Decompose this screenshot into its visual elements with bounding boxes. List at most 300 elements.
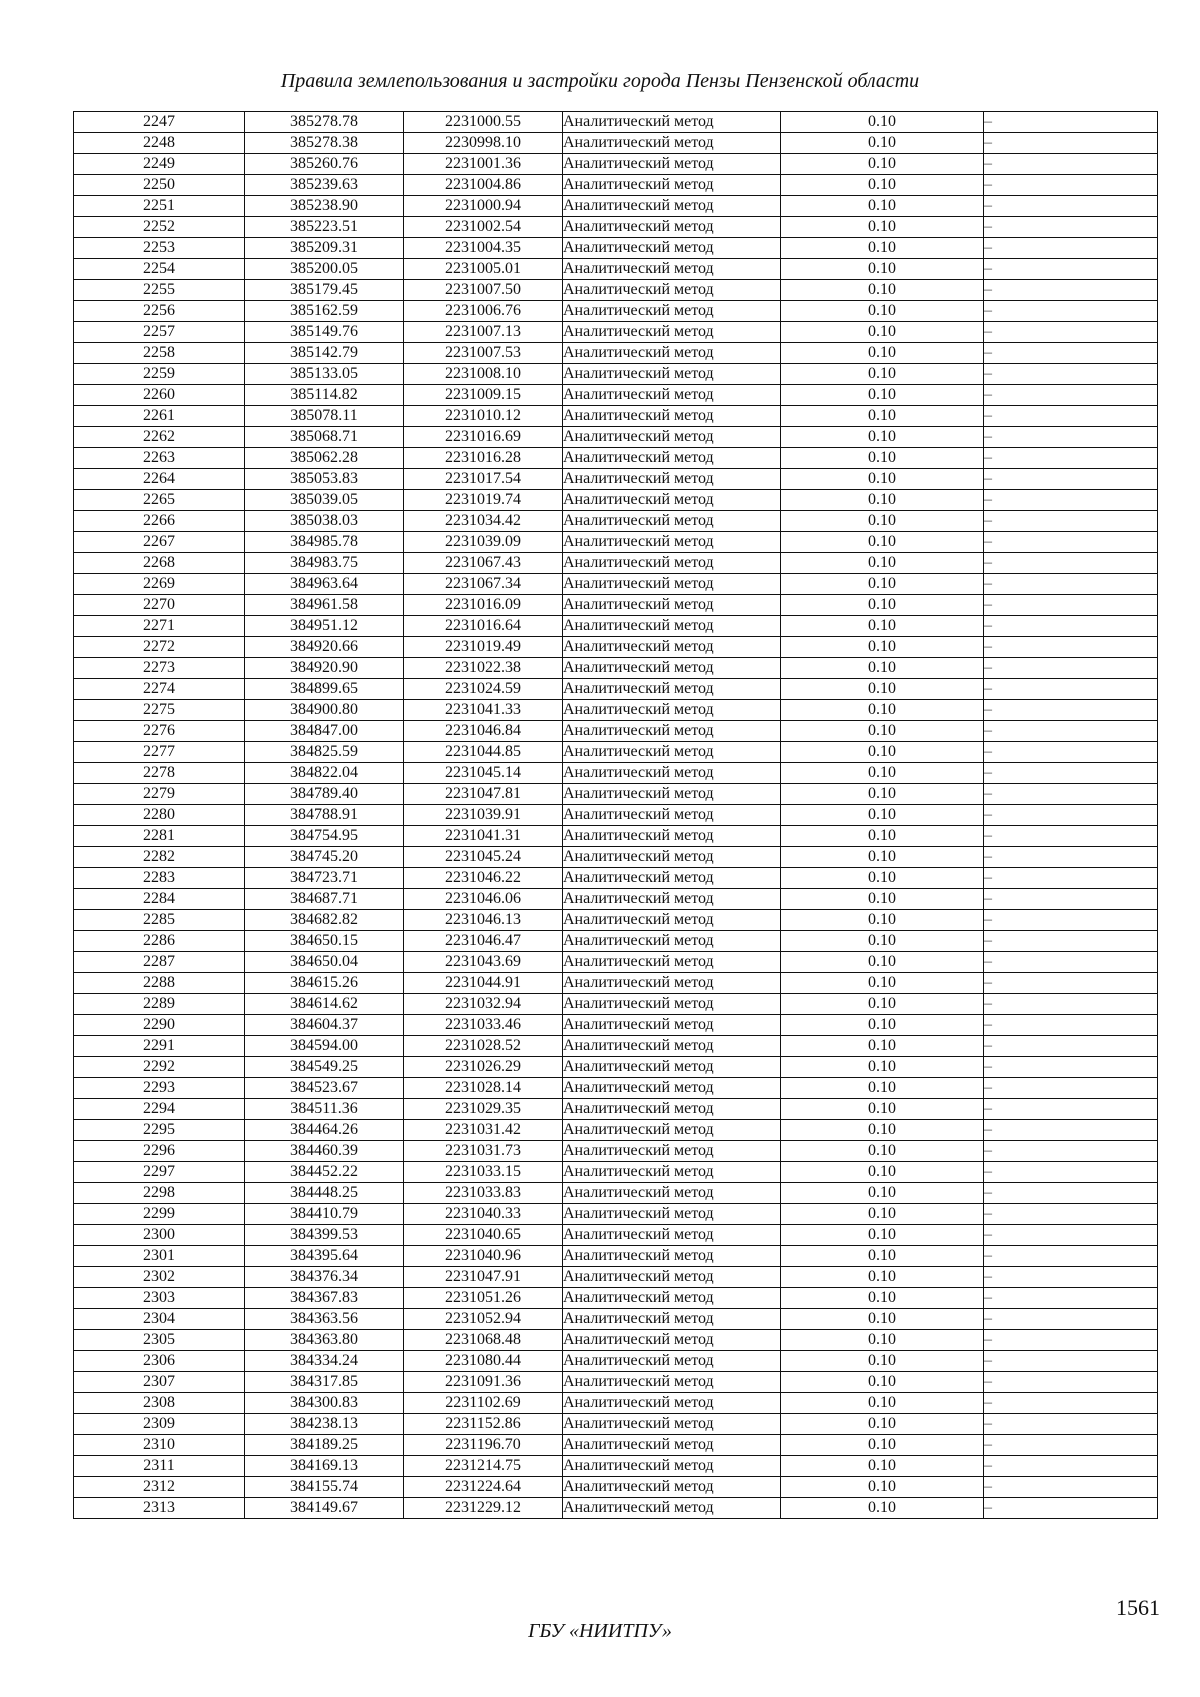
x-coordinate-cell: 385039.05: [245, 490, 404, 511]
accuracy-cell: 0.10: [781, 1288, 984, 1309]
table-row: [74, 931, 1158, 952]
description-cell: –: [984, 763, 1158, 784]
y-coordinate-cell: 2231016.09: [404, 595, 563, 616]
y-coordinate-cell: 2231041.31: [404, 826, 563, 847]
point-number-cell: 2292: [74, 1057, 245, 1078]
x-coordinate-cell: 384687.71: [245, 889, 404, 910]
description-cell: –: [984, 553, 1158, 574]
description-cell: –: [984, 427, 1158, 448]
y-coordinate-cell: 2231046.22: [404, 868, 563, 889]
x-coordinate-cell: 384464.26: [245, 1120, 404, 1141]
x-coordinate-cell: 384985.78: [245, 532, 404, 553]
method-cell: Аналитический метод: [563, 406, 781, 427]
method-cell: Аналитический метод: [563, 595, 781, 616]
method-cell: Аналитический метод: [563, 1162, 781, 1183]
y-coordinate-cell: 2231031.42: [404, 1120, 563, 1141]
method-cell: Аналитический метод: [563, 952, 781, 973]
description-cell: –: [984, 511, 1158, 532]
y-coordinate-cell: 2231052.94: [404, 1309, 563, 1330]
y-coordinate-cell: 2231000.94: [404, 196, 563, 217]
x-coordinate-cell: 384847.00: [245, 721, 404, 742]
x-coordinate-cell: 385200.05: [245, 259, 404, 280]
y-coordinate-cell: 2231040.33: [404, 1204, 563, 1225]
description-cell: –: [984, 217, 1158, 238]
accuracy-cell: 0.10: [781, 301, 984, 322]
x-coordinate-cell: 385038.03: [245, 511, 404, 532]
description-cell: –: [984, 259, 1158, 280]
y-coordinate-cell: 2231044.91: [404, 973, 563, 994]
description-cell: –: [984, 112, 1158, 133]
method-cell: Аналитический метод: [563, 1246, 781, 1267]
method-cell: Аналитический метод: [563, 154, 781, 175]
y-coordinate-cell: 2231019.74: [404, 490, 563, 511]
method-cell: Аналитический метод: [563, 1288, 781, 1309]
point-number-cell: 2304: [74, 1309, 245, 1330]
x-coordinate-cell: 384367.83: [245, 1288, 404, 1309]
x-coordinate-cell: 384745.20: [245, 847, 404, 868]
x-coordinate-cell: 384300.83: [245, 1393, 404, 1414]
table-row: [74, 1267, 1158, 1288]
y-coordinate-cell: 2231008.10: [404, 364, 563, 385]
description-cell: –: [984, 868, 1158, 889]
table-row: [74, 532, 1158, 553]
point-number-cell: 2253: [74, 238, 245, 259]
description-cell: –: [984, 280, 1158, 301]
accuracy-cell: 0.10: [781, 889, 984, 910]
method-cell: Аналитический метод: [563, 1183, 781, 1204]
x-coordinate-cell: 384754.95: [245, 826, 404, 847]
y-coordinate-cell: 2231040.65: [404, 1225, 563, 1246]
table-row: [74, 679, 1158, 700]
table-row: [74, 1351, 1158, 1372]
point-number-cell: 2293: [74, 1078, 245, 1099]
point-number-cell: 2299: [74, 1204, 245, 1225]
accuracy-cell: 0.10: [781, 1162, 984, 1183]
x-coordinate-cell: 384788.91: [245, 805, 404, 826]
point-number-cell: 2282: [74, 847, 245, 868]
method-cell: Аналитический метод: [563, 616, 781, 637]
x-coordinate-cell: 384410.79: [245, 1204, 404, 1225]
accuracy-cell: 0.10: [781, 217, 984, 238]
y-coordinate-cell: 2231031.73: [404, 1141, 563, 1162]
description-cell: –: [984, 973, 1158, 994]
x-coordinate-cell: 385278.38: [245, 133, 404, 154]
description-cell: –: [984, 742, 1158, 763]
description-cell: –: [984, 784, 1158, 805]
accuracy-cell: 0.10: [781, 322, 984, 343]
y-coordinate-cell: 2231007.13: [404, 322, 563, 343]
y-coordinate-cell: 2231016.28: [404, 448, 563, 469]
y-coordinate-cell: 2231026.29: [404, 1057, 563, 1078]
y-coordinate-cell: 2231214.75: [404, 1456, 563, 1477]
description-cell: –: [984, 1183, 1158, 1204]
table-row: [74, 637, 1158, 658]
description-cell: –: [984, 700, 1158, 721]
table-row: [74, 1372, 1158, 1393]
y-coordinate-cell: 2231016.69: [404, 427, 563, 448]
table-row: [74, 826, 1158, 847]
method-cell: Аналитический метод: [563, 574, 781, 595]
point-number-cell: 2310: [74, 1435, 245, 1456]
point-number-cell: 2266: [74, 511, 245, 532]
method-cell: Аналитический метод: [563, 364, 781, 385]
table-row: [74, 1246, 1158, 1267]
x-coordinate-cell: 384723.71: [245, 868, 404, 889]
accuracy-cell: 0.10: [781, 1393, 984, 1414]
description-cell: –: [984, 994, 1158, 1015]
method-cell: Аналитический метод: [563, 238, 781, 259]
x-coordinate-cell: 384376.34: [245, 1267, 404, 1288]
table-row: [74, 196, 1158, 217]
table-row: [74, 1057, 1158, 1078]
point-number-cell: 2280: [74, 805, 245, 826]
method-cell: Аналитический метод: [563, 196, 781, 217]
method-cell: Аналитический метод: [563, 175, 781, 196]
method-cell: Аналитический метод: [563, 868, 781, 889]
description-cell: –: [984, 1498, 1158, 1519]
table-row: [74, 658, 1158, 679]
method-cell: Аналитический метод: [563, 322, 781, 343]
description-cell: –: [984, 1099, 1158, 1120]
point-number-cell: 2279: [74, 784, 245, 805]
method-cell: Аналитический метод: [563, 1435, 781, 1456]
point-number-cell: 2302: [74, 1267, 245, 1288]
x-coordinate-cell: 385062.28: [245, 448, 404, 469]
accuracy-cell: 0.10: [781, 532, 984, 553]
accuracy-cell: 0.10: [781, 1435, 984, 1456]
accuracy-cell: 0.10: [781, 616, 984, 637]
description-cell: –: [984, 1351, 1158, 1372]
accuracy-cell: 0.10: [781, 1057, 984, 1078]
y-coordinate-cell: 2231006.76: [404, 301, 563, 322]
table-row: [74, 406, 1158, 427]
x-coordinate-cell: 384615.26: [245, 973, 404, 994]
y-coordinate-cell: 2231019.49: [404, 637, 563, 658]
coordinates-table-body: [74, 112, 1158, 1519]
x-coordinate-cell: 385078.11: [245, 406, 404, 427]
x-coordinate-cell: 385162.59: [245, 301, 404, 322]
accuracy-cell: 0.10: [781, 1456, 984, 1477]
y-coordinate-cell: 2231224.64: [404, 1477, 563, 1498]
description-cell: –: [984, 133, 1158, 154]
table-row: [74, 1477, 1158, 1498]
y-coordinate-cell: 2231009.15: [404, 385, 563, 406]
coordinates-table: [73, 111, 1158, 1519]
table-row: [74, 322, 1158, 343]
y-coordinate-cell: 2231046.06: [404, 889, 563, 910]
table-row: [74, 1078, 1158, 1099]
method-cell: Аналитический метод: [563, 553, 781, 574]
point-number-cell: 2303: [74, 1288, 245, 1309]
point-number-cell: 2262: [74, 427, 245, 448]
method-cell: Аналитический метод: [563, 1477, 781, 1498]
accuracy-cell: 0.10: [781, 280, 984, 301]
method-cell: Аналитический метод: [563, 1015, 781, 1036]
accuracy-cell: 0.10: [781, 1183, 984, 1204]
x-coordinate-cell: 385142.79: [245, 343, 404, 364]
table-row: [74, 805, 1158, 826]
method-cell: Аналитический метод: [563, 805, 781, 826]
accuracy-cell: 0.10: [781, 1351, 984, 1372]
accuracy-cell: 0.10: [781, 721, 984, 742]
x-coordinate-cell: 385239.63: [245, 175, 404, 196]
method-cell: Аналитический метод: [563, 1225, 781, 1246]
y-coordinate-cell: 2231010.12: [404, 406, 563, 427]
table-row: [74, 1162, 1158, 1183]
accuracy-cell: 0.10: [781, 784, 984, 805]
description-cell: –: [984, 532, 1158, 553]
method-cell: Аналитический метод: [563, 1036, 781, 1057]
y-coordinate-cell: 2231033.83: [404, 1183, 563, 1204]
table-row: [74, 490, 1158, 511]
point-number-cell: 2309: [74, 1414, 245, 1435]
accuracy-cell: 0.10: [781, 427, 984, 448]
x-coordinate-cell: 384523.67: [245, 1078, 404, 1099]
point-number-cell: 2306: [74, 1351, 245, 1372]
point-number-cell: 2261: [74, 406, 245, 427]
table-row: [74, 1330, 1158, 1351]
accuracy-cell: 0.10: [781, 1372, 984, 1393]
x-coordinate-cell: 384189.25: [245, 1435, 404, 1456]
method-cell: Аналитический метод: [563, 469, 781, 490]
y-coordinate-cell: 2231102.69: [404, 1393, 563, 1414]
description-cell: –: [984, 616, 1158, 637]
table-row: [74, 595, 1158, 616]
y-coordinate-cell: 2231007.53: [404, 343, 563, 364]
accuracy-cell: 0.10: [781, 448, 984, 469]
x-coordinate-cell: 384452.22: [245, 1162, 404, 1183]
table-row: [74, 1393, 1158, 1414]
y-coordinate-cell: 2231004.86: [404, 175, 563, 196]
y-coordinate-cell: 2231007.50: [404, 280, 563, 301]
accuracy-cell: 0.10: [781, 952, 984, 973]
accuracy-cell: 0.10: [781, 1015, 984, 1036]
accuracy-cell: 0.10: [781, 511, 984, 532]
x-coordinate-cell: 384448.25: [245, 1183, 404, 1204]
accuracy-cell: 0.10: [781, 1414, 984, 1435]
x-coordinate-cell: 385068.71: [245, 427, 404, 448]
point-number-cell: 2278: [74, 763, 245, 784]
method-cell: Аналитический метод: [563, 994, 781, 1015]
table-row: [74, 133, 1158, 154]
description-cell: –: [984, 658, 1158, 679]
x-coordinate-cell: 384604.37: [245, 1015, 404, 1036]
description-cell: –: [984, 1372, 1158, 1393]
x-coordinate-cell: 384961.58: [245, 595, 404, 616]
description-cell: –: [984, 1414, 1158, 1435]
page-header: Правила землепользования и застройки города Пензы Пензенской области: [280, 70, 920, 92]
method-cell: Аналитический метод: [563, 490, 781, 511]
accuracy-cell: 0.10: [781, 658, 984, 679]
table-row: [74, 1141, 1158, 1162]
accuracy-cell: 0.10: [781, 1498, 984, 1519]
point-number-cell: 2289: [74, 994, 245, 1015]
method-cell: Аналитический метод: [563, 511, 781, 532]
x-coordinate-cell: 384963.64: [245, 574, 404, 595]
point-number-cell: 2275: [74, 700, 245, 721]
method-cell: Аналитический метод: [563, 1057, 781, 1078]
method-cell: Аналитический метод: [563, 385, 781, 406]
point-number-cell: 2290: [74, 1015, 245, 1036]
description-cell: –: [984, 238, 1158, 259]
point-number-cell: 2251: [74, 196, 245, 217]
description-cell: –: [984, 952, 1158, 973]
table-row: [74, 574, 1158, 595]
accuracy-cell: 0.10: [781, 805, 984, 826]
description-cell: –: [984, 1393, 1158, 1414]
point-number-cell: 2259: [74, 364, 245, 385]
method-cell: Аналитический метод: [563, 1267, 781, 1288]
x-coordinate-cell: 384460.39: [245, 1141, 404, 1162]
table-row: [74, 1414, 1158, 1435]
accuracy-cell: 0.10: [781, 1246, 984, 1267]
accuracy-cell: 0.10: [781, 1477, 984, 1498]
description-cell: –: [984, 1141, 1158, 1162]
description-cell: –: [984, 1057, 1158, 1078]
point-number-cell: 2305: [74, 1330, 245, 1351]
description-cell: –: [984, 637, 1158, 658]
method-cell: Аналитический метод: [563, 343, 781, 364]
y-coordinate-cell: 2230998.10: [404, 133, 563, 154]
accuracy-cell: 0.10: [781, 595, 984, 616]
table-row: [74, 427, 1158, 448]
method-cell: Аналитический метод: [563, 1414, 781, 1435]
y-coordinate-cell: 2231039.09: [404, 532, 563, 553]
table-row: [74, 973, 1158, 994]
accuracy-cell: 0.10: [781, 826, 984, 847]
point-number-cell: 2247: [74, 112, 245, 133]
point-number-cell: 2294: [74, 1099, 245, 1120]
method-cell: Аналитический метод: [563, 1372, 781, 1393]
description-cell: –: [984, 469, 1158, 490]
point-number-cell: 2255: [74, 280, 245, 301]
point-number-cell: 2257: [74, 322, 245, 343]
x-coordinate-cell: 384317.85: [245, 1372, 404, 1393]
description-cell: –: [984, 1267, 1158, 1288]
x-coordinate-cell: 384650.15: [245, 931, 404, 952]
point-number-cell: 2283: [74, 868, 245, 889]
description-cell: –: [984, 322, 1158, 343]
method-cell: Аналитический метод: [563, 1351, 781, 1372]
table-row: [74, 238, 1158, 259]
point-number-cell: 2285: [74, 910, 245, 931]
table-row: [74, 343, 1158, 364]
point-number-cell: 2301: [74, 1246, 245, 1267]
accuracy-cell: 0.10: [781, 406, 984, 427]
point-number-cell: 2286: [74, 931, 245, 952]
accuracy-cell: 0.10: [781, 1330, 984, 1351]
method-cell: Аналитический метод: [563, 658, 781, 679]
method-cell: Аналитический метод: [563, 1309, 781, 1330]
x-coordinate-cell: 385238.90: [245, 196, 404, 217]
point-number-cell: 2288: [74, 973, 245, 994]
x-coordinate-cell: 384900.80: [245, 700, 404, 721]
x-coordinate-cell: 384594.00: [245, 1036, 404, 1057]
table-row: [74, 847, 1158, 868]
description-cell: –: [984, 448, 1158, 469]
point-number-cell: 2274: [74, 679, 245, 700]
x-coordinate-cell: 385179.45: [245, 280, 404, 301]
y-coordinate-cell: 2231091.36: [404, 1372, 563, 1393]
x-coordinate-cell: 385260.76: [245, 154, 404, 175]
method-cell: Аналитический метод: [563, 973, 781, 994]
method-cell: Аналитический метод: [563, 889, 781, 910]
table-row: [74, 511, 1158, 532]
point-number-cell: 2287: [74, 952, 245, 973]
method-cell: Аналитический метод: [563, 1099, 781, 1120]
point-number-cell: 2308: [74, 1393, 245, 1414]
method-cell: Аналитический метод: [563, 742, 781, 763]
y-coordinate-cell: 2231039.91: [404, 805, 563, 826]
table-row: [74, 868, 1158, 889]
accuracy-cell: 0.10: [781, 868, 984, 889]
method-cell: Аналитический метод: [563, 301, 781, 322]
accuracy-cell: 0.10: [781, 553, 984, 574]
table-row: [74, 910, 1158, 931]
table-row: [74, 1099, 1158, 1120]
point-number-cell: 2300: [74, 1225, 245, 1246]
table-row: [74, 616, 1158, 637]
accuracy-cell: 0.10: [781, 1036, 984, 1057]
y-coordinate-cell: 2231017.54: [404, 469, 563, 490]
method-cell: Аналитический метод: [563, 1498, 781, 1519]
y-coordinate-cell: 2231051.26: [404, 1288, 563, 1309]
description-cell: –: [984, 889, 1158, 910]
point-number-cell: 2291: [74, 1036, 245, 1057]
method-cell: Аналитический метод: [563, 1393, 781, 1414]
table-row: [74, 1183, 1158, 1204]
method-cell: Аналитический метод: [563, 1120, 781, 1141]
method-cell: Аналитический метод: [563, 1141, 781, 1162]
table-row: [74, 1435, 1158, 1456]
x-coordinate-cell: 384363.56: [245, 1309, 404, 1330]
point-number-cell: 2263: [74, 448, 245, 469]
point-number-cell: 2273: [74, 658, 245, 679]
y-coordinate-cell: 2231047.91: [404, 1267, 563, 1288]
table-row: [74, 154, 1158, 175]
accuracy-cell: 0.10: [781, 847, 984, 868]
accuracy-cell: 0.10: [781, 700, 984, 721]
point-number-cell: 2298: [74, 1183, 245, 1204]
table-row: [74, 175, 1158, 196]
table-row: [74, 112, 1158, 133]
x-coordinate-cell: 384399.53: [245, 1225, 404, 1246]
accuracy-cell: 0.10: [781, 1078, 984, 1099]
y-coordinate-cell: 2231028.52: [404, 1036, 563, 1057]
y-coordinate-cell: 2231045.14: [404, 763, 563, 784]
table-row: [74, 1036, 1158, 1057]
description-cell: –: [984, 301, 1158, 322]
method-cell: Аналитический метод: [563, 1330, 781, 1351]
point-number-cell: 2249: [74, 154, 245, 175]
table-row: [74, 952, 1158, 973]
page-number: 1561: [1116, 1595, 1160, 1620]
y-coordinate-cell: 2231005.01: [404, 259, 563, 280]
method-cell: Аналитический метод: [563, 826, 781, 847]
method-cell: Аналитический метод: [563, 1204, 781, 1225]
y-coordinate-cell: 2231067.43: [404, 553, 563, 574]
y-coordinate-cell: 2231196.70: [404, 1435, 563, 1456]
table-row: [74, 784, 1158, 805]
accuracy-cell: 0.10: [781, 343, 984, 364]
method-cell: Аналитический метод: [563, 721, 781, 742]
point-number-cell: 2248: [74, 133, 245, 154]
accuracy-cell: 0.10: [781, 490, 984, 511]
point-number-cell: 2264: [74, 469, 245, 490]
y-coordinate-cell: 2231043.69: [404, 952, 563, 973]
description-cell: –: [984, 1036, 1158, 1057]
x-coordinate-cell: 384155.74: [245, 1477, 404, 1498]
